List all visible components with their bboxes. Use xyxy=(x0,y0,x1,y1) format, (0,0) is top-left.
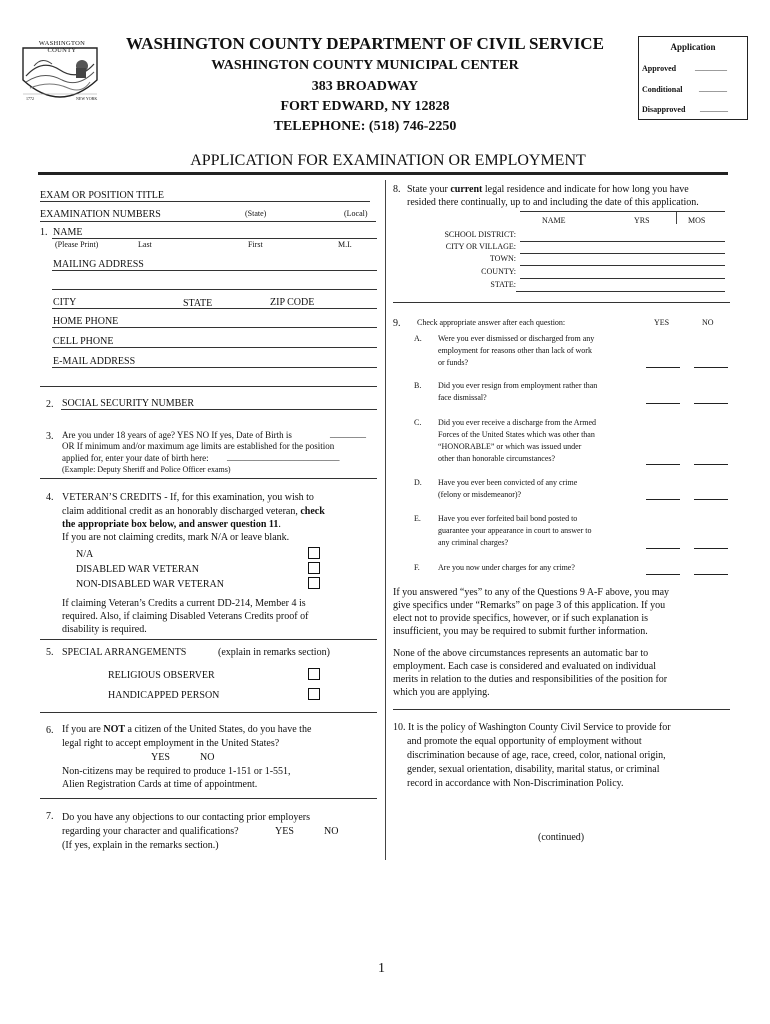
section-divider-2 xyxy=(40,478,377,479)
exam-title-field[interactable] xyxy=(40,201,370,202)
q10-line-1: 10. It is the policy of Washington County Civil Service to provide for xyxy=(393,722,671,733)
right-divider-2 xyxy=(393,709,730,710)
q6-line-2: legal right to accept employment in the United States? xyxy=(62,738,280,749)
q7-line-1: Do you have any objections to our contacting prior employers xyxy=(62,812,310,823)
q9e-no-blank[interactable] xyxy=(694,548,728,549)
q10-line-2: and promote the equal opportunity of employment without xyxy=(407,736,642,747)
col-yrs-header: YRS xyxy=(634,216,650,225)
q6-no[interactable]: NO xyxy=(200,752,215,763)
exam-numbers-field[interactable] xyxy=(40,221,376,222)
q9d-line-1: Have you ever been convicted of any crime xyxy=(438,478,578,487)
q4-line-3 xyxy=(62,518,281,531)
section-divider-3 xyxy=(40,639,377,640)
q8-number: 8. xyxy=(393,184,401,195)
col-mos-header: MOS xyxy=(688,216,706,225)
header-line-city: FORT EDWARD, NY 12828 xyxy=(280,99,450,114)
q6-number: 6. xyxy=(46,725,54,736)
q3-line-3: applied for, enter your date of birth here: xyxy=(62,453,209,463)
exam-title-label: EXAM OR POSITION TITLE xyxy=(40,190,164,201)
q9a-line-1: Were you ever dismissed or discharged from any xyxy=(438,334,595,343)
county-label: COUNTY: xyxy=(481,267,516,276)
mailing-address-field-2[interactable] xyxy=(52,289,377,290)
option-disabled-checkbox[interactable] xyxy=(308,562,320,574)
home-phone-label: HOME PHONE xyxy=(53,316,119,327)
county-field[interactable] xyxy=(520,278,725,279)
option-religious-label: RELIGIOUS OBSERVER xyxy=(108,670,215,681)
first-name-label: First xyxy=(248,240,263,249)
q4-note-1: If claiming Veteran’s Credits a current DD-214, Member 4 is xyxy=(62,598,306,609)
header-line-center: WASHINGTON COUNTY MUNICIPAL CENTER xyxy=(211,58,519,73)
option-handicapped-checkbox[interactable] xyxy=(308,688,320,700)
q7-line-3: (If yes, explain in the remarks section.) xyxy=(62,840,219,851)
q6-line-4: Non-citizens may be required to produce 1-151 or 1-551, xyxy=(62,766,291,777)
q6-line-1c: a citizen of the United States, do you have the xyxy=(125,724,312,735)
ssn-label: SOCIAL SECURITY NUMBER xyxy=(62,398,195,409)
q9b-line-2: face dismissal? xyxy=(438,393,487,402)
q9c-line-1: Did you ever receive a discharge from the Armed xyxy=(438,418,597,427)
q8-line-2: resided there continually, up to and including the date of this application. xyxy=(407,197,699,208)
logo-sub-right: NEW YORK xyxy=(76,96,98,101)
q10-line-3: discrimination because of age, race, creed, color, national origin, xyxy=(407,750,666,761)
q5-number: 5. xyxy=(46,647,54,658)
option-handicapped-label: HANDICAPPED PERSON xyxy=(108,690,220,701)
section-divider-1 xyxy=(40,386,377,387)
middle-initial-label: M.I. xyxy=(338,240,352,249)
q3-dob-blank[interactable]: ________ xyxy=(330,429,366,439)
q4-line-4: If you are not claiming credits, mark N/A or leave blank. xyxy=(62,532,290,543)
q7-yes[interactable]: YES xyxy=(275,826,294,837)
city-village-field[interactable] xyxy=(520,253,725,254)
remarks-para-1-line-4: insufficient, you may be required to submit further information. xyxy=(393,626,648,637)
remarks-para-2-line-2: employment. Each case is considered and evaluated on individual xyxy=(393,661,656,672)
q9c-line-4: other than honorable circumstances? xyxy=(438,454,556,463)
q3-dob-field[interactable]: _________________________ xyxy=(227,452,340,462)
q9a-yes-blank[interactable] xyxy=(646,367,680,368)
school-district-label: SCHOOL DISTRICT: xyxy=(444,230,516,239)
q9d-letter: D. xyxy=(414,478,422,487)
remarks-para-2 xyxy=(393,647,667,699)
city-village-label: CITY OR VILLAGE: xyxy=(445,242,516,251)
q4-line-2-text: claim additional credit as an honorably discharged veteran, xyxy=(62,506,301,517)
q4-note-2: required. Also, if claiming Disabled Veterans Credits proof of xyxy=(62,611,309,622)
city-state-zip-field[interactable] xyxy=(52,308,377,309)
q8-line-1 xyxy=(407,183,689,196)
mailing-address-field[interactable] xyxy=(52,270,377,271)
header-line-street: 383 BROADWAY xyxy=(311,79,419,94)
logo-sub-left: 1772 xyxy=(26,96,34,101)
status-approved-label: Approved xyxy=(642,64,677,73)
name-label: NAME xyxy=(53,227,83,238)
please-print-label: (Please Print) xyxy=(55,240,99,249)
q9-title: Check appropriate answer after each question: xyxy=(417,318,566,327)
q9d-yes-blank[interactable] xyxy=(646,499,680,500)
remarks-para-1-line-2: give specifics under “Remarks” on page 3 of this application. If you xyxy=(393,600,666,611)
q6-line-1a: If you are xyxy=(62,724,104,735)
option-na-checkbox[interactable] xyxy=(308,547,320,559)
col-separator xyxy=(676,212,677,224)
q9-no-header: NO xyxy=(702,318,714,327)
q9e-line-3: any criminal charges? xyxy=(438,538,509,547)
q9a-line-2: employment for reasons other than lack of work xyxy=(438,346,592,355)
q8-line-1a: State your xyxy=(407,184,451,195)
exam-local-label: (Local) xyxy=(344,209,368,218)
q9f-yes-blank[interactable] xyxy=(646,574,680,575)
option-na-label: N/A xyxy=(76,549,94,560)
q9-yes-header: YES xyxy=(654,318,670,327)
residence-state-field[interactable] xyxy=(516,291,725,292)
q4-number: 4. xyxy=(46,492,54,503)
cell-phone-field[interactable] xyxy=(52,347,377,348)
q10-line-5: record in accordance with Non-Discrimination Policy. xyxy=(407,778,624,789)
last-name-label: Last xyxy=(138,240,152,249)
q9c-yes-blank[interactable] xyxy=(646,464,680,465)
header-line-phone: TELEPHONE: (518) 746-2250 xyxy=(273,119,457,134)
email-label: E-MAIL ADDRESS xyxy=(53,356,136,367)
q9e-line-1: Have you ever forfeited bail bond posted to xyxy=(438,514,578,523)
exam-state-label: (State) xyxy=(245,209,267,218)
state-label: STATE xyxy=(183,298,213,309)
q5-label: SPECIAL ARRANGEMENTS xyxy=(62,647,187,658)
ssn-field[interactable] xyxy=(61,409,377,410)
q6-line-1 xyxy=(62,723,311,736)
q3-line-1: Are you under 18 years of age? YES NO If yes, Date of Birth is xyxy=(62,430,292,440)
q9b-yes-blank[interactable] xyxy=(646,403,680,404)
q4-line-2 xyxy=(62,505,325,518)
q4-check-emphasis: check xyxy=(300,506,325,517)
q9e-line-2: guarantee your appearance in court to answer to xyxy=(438,526,592,535)
q3-line-2: OR If minimum and/or maximum age limits are established for the position xyxy=(62,441,335,451)
q9f-line-1: Are you now under charges for any crime? xyxy=(438,563,575,572)
mailing-address-label: MAILING ADDRESS xyxy=(53,259,144,270)
status-approved-blank[interactable]: ________ xyxy=(695,63,727,72)
q5-explain: (explain in remarks section) xyxy=(218,647,330,658)
right-divider-1 xyxy=(393,302,730,303)
q8-header-rule xyxy=(520,211,725,212)
option-nondisabled-checkbox[interactable] xyxy=(308,577,320,589)
status-box-title: Application xyxy=(670,42,716,52)
remarks-para-1-line-1: If you answered “yes” to any of the Questions 9 A-F above, you may xyxy=(393,587,670,598)
status-conditional-label: Conditional xyxy=(642,85,683,94)
q8-current-emphasis: current xyxy=(450,184,483,195)
remarks-para-2-line-4: which you are applying. xyxy=(393,687,490,698)
section-divider-5 xyxy=(40,798,377,799)
q9-number: 9. xyxy=(393,318,401,329)
q9f-no-blank[interactable] xyxy=(694,574,728,575)
cell-phone-label: CELL PHONE xyxy=(53,336,114,347)
q4-note-3: disability is required. xyxy=(62,624,147,635)
school-district-field[interactable] xyxy=(520,241,725,242)
email-field[interactable] xyxy=(52,367,377,368)
q10-line-4: gender, sexual orientation, disability, marital status, or criminal xyxy=(407,764,660,775)
q6-not-emphasis: NOT xyxy=(103,724,126,735)
option-religious-checkbox[interactable] xyxy=(308,668,320,680)
town-field[interactable] xyxy=(520,265,725,266)
q9a-letter: A. xyxy=(414,334,422,343)
q9a-no-blank[interactable] xyxy=(694,367,728,368)
q9e-letter: E. xyxy=(414,514,421,523)
title-underline xyxy=(38,172,728,175)
city-label: CITY xyxy=(53,297,77,308)
status-disapproved-label: Disapproved xyxy=(642,105,686,114)
name-number: 1. xyxy=(40,227,48,238)
q9c-line-2: Forces of the United States which was other than xyxy=(438,430,595,439)
q9b-letter: B. xyxy=(414,381,422,390)
remarks-para-2-line-1: None of the above circumstances represents an automatic bar to xyxy=(393,648,649,659)
status-conditional-blank[interactable]: _______ xyxy=(699,84,727,93)
page-number: 1 xyxy=(378,961,385,976)
q7-no[interactable]: NO xyxy=(324,826,339,837)
q9b-no-blank[interactable] xyxy=(694,403,728,404)
status-disapproved-blank[interactable]: _______ xyxy=(700,104,728,113)
col-name-header: NAME xyxy=(542,216,566,225)
q9c-line-3: “HONORABLE” or which was issued under xyxy=(438,442,582,451)
exam-numbers-label: EXAMINATION NUMBERS xyxy=(40,209,161,220)
section-divider-4 xyxy=(40,712,377,713)
remarks-para-2-line-3: merits in relation to the duties and responsibilities of the position for xyxy=(393,674,668,685)
ssn-number: 2. xyxy=(46,399,54,410)
q9a-line-3: or funds? xyxy=(438,358,468,367)
remarks-para-1 xyxy=(393,586,669,638)
logo-text: WASHINGTON COUNTY xyxy=(38,40,86,54)
home-phone-field[interactable] xyxy=(52,327,377,328)
q9d-no-blank[interactable] xyxy=(694,499,728,500)
q4-line-3-period: . xyxy=(278,519,281,530)
option-disabled-label: DISABLED WAR VETERAN xyxy=(76,564,199,575)
continued-label: (continued) xyxy=(538,832,585,843)
q6-yes[interactable]: YES xyxy=(151,752,170,763)
q9f-letter: F. xyxy=(414,563,420,572)
q7-number: 7. xyxy=(46,811,54,822)
zip-code-label: ZIP CODE xyxy=(270,297,315,308)
q9e-yes-blank[interactable] xyxy=(646,548,680,549)
form-title: APPLICATION FOR EXAMINATION OR EMPLOYMENT xyxy=(190,152,586,169)
county-seal-logo xyxy=(20,36,100,108)
q7-line-2: regarding your character and qualifications? xyxy=(62,826,239,837)
q3-example: (Example: Deputy Sheriff and Police Officer exams) xyxy=(62,465,231,474)
column-divider xyxy=(385,180,386,860)
town-label: TOWN: xyxy=(489,254,516,263)
department-title: WASHINGTON COUNTY DEPARTMENT OF CIVIL SERVICE xyxy=(126,34,604,53)
q9d-line-2: (felony or misdemeanor)? xyxy=(438,490,522,499)
q6-line-5: Alien Registration Cards at time of appointment. xyxy=(62,779,258,790)
q9b-line-1: Did you ever resign from employment rather than xyxy=(438,381,598,390)
q9c-no-blank[interactable] xyxy=(694,464,728,465)
option-nondisabled-label: NON-DISABLED WAR VETERAN xyxy=(76,579,224,590)
q8-line-1c: legal residence and indicate for how long you have xyxy=(482,184,689,195)
q3-number: 3. xyxy=(46,431,54,442)
residence-state-label: STATE: xyxy=(490,280,516,289)
application-status-box xyxy=(638,36,748,120)
q4-line-1: VETERAN’S CREDITS - If, for this examination, you wish to xyxy=(62,492,314,503)
q9c-letter: C. xyxy=(414,418,422,427)
remarks-para-1-line-3: elect not to provide specifics, however, or if such explanation is xyxy=(393,613,649,624)
name-field[interactable] xyxy=(52,238,377,239)
q4-line-3-bold: the appropriate box below, and answer question 11 xyxy=(62,519,279,530)
